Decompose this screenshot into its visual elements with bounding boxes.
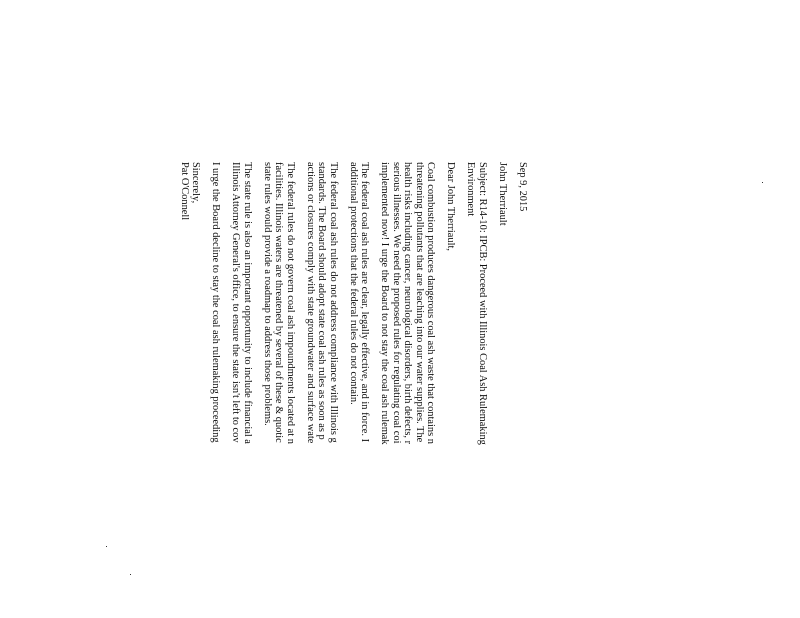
paragraph-5 xyxy=(230,162,253,618)
paragraph-1 xyxy=(379,162,437,618)
letter-subject-continued: Environment xyxy=(465,162,477,217)
paragraph-line: Coal combustion produces dangerous coal ash waste that contains n xyxy=(425,162,437,444)
paragraph-line: I urge the Board decline to stay the coal ash rulemaking proceeding xyxy=(210,162,222,443)
paragraph-line: additional protections that the federal rules do not contain. xyxy=(348,162,359,405)
scan-speck xyxy=(130,574,131,575)
paragraph-line: The state rule is also an important opportunity to include financial a xyxy=(242,162,253,444)
letter-signature: Pat O'Connell xyxy=(179,162,190,221)
paragraph-line: The federal rules do not govern coal ash impoundments located at n xyxy=(285,162,296,444)
paragraph-line: standards. The Board should adopt state coal ash rules as soon as p xyxy=(316,162,328,440)
paragraph-line: threatening pollutants that are leaching into our water supplies. The xyxy=(414,162,425,443)
paragraph-line: The federal coal ash rules are clear, legally effective, and in force. I xyxy=(359,162,371,443)
letter-subject: Subject: R14-10: IPCB: Proceed with Illinois Coal Ash Rulemaking xyxy=(477,162,488,445)
letter-body xyxy=(179,162,528,618)
paragraph-line: state rules would provide a roadmap to address those problems. xyxy=(262,162,273,426)
letter-salutation: Dear John Therriault, xyxy=(445,162,457,251)
paragraph-line: facilities. Illinois waters are threatened by several of these & quotic xyxy=(273,162,285,443)
paragraph-line: actions or closures comply with state groundwater and surface wate xyxy=(305,162,316,444)
paragraph-6 xyxy=(210,162,222,618)
paragraph-line: serious illnesses. We need the proposed rules for regulating coal coi xyxy=(391,162,402,444)
letter-date: Sep 9, 2015 xyxy=(517,162,528,212)
letter-recipient: John Therriault xyxy=(497,162,508,226)
letter-closing: Sincerely, xyxy=(190,162,202,204)
paragraph-line: implemented now! I urge the Board to not stay the coal ash rulemak xyxy=(379,162,391,445)
paragraph-line: health risks including cancer, neurological disorders, birth defects, r xyxy=(402,162,414,445)
paragraph-4 xyxy=(262,162,297,618)
scan-speck xyxy=(762,182,763,183)
paragraph-line: Illinois Attorney General's office, to ensure the state isn't left to cov xyxy=(230,162,242,443)
scan-speck xyxy=(106,546,107,547)
paragraph-line: The federal coal ash rules do not address compliance with Illinois g xyxy=(328,162,339,443)
paragraph-2 xyxy=(348,162,371,618)
paragraph-3 xyxy=(305,162,340,618)
